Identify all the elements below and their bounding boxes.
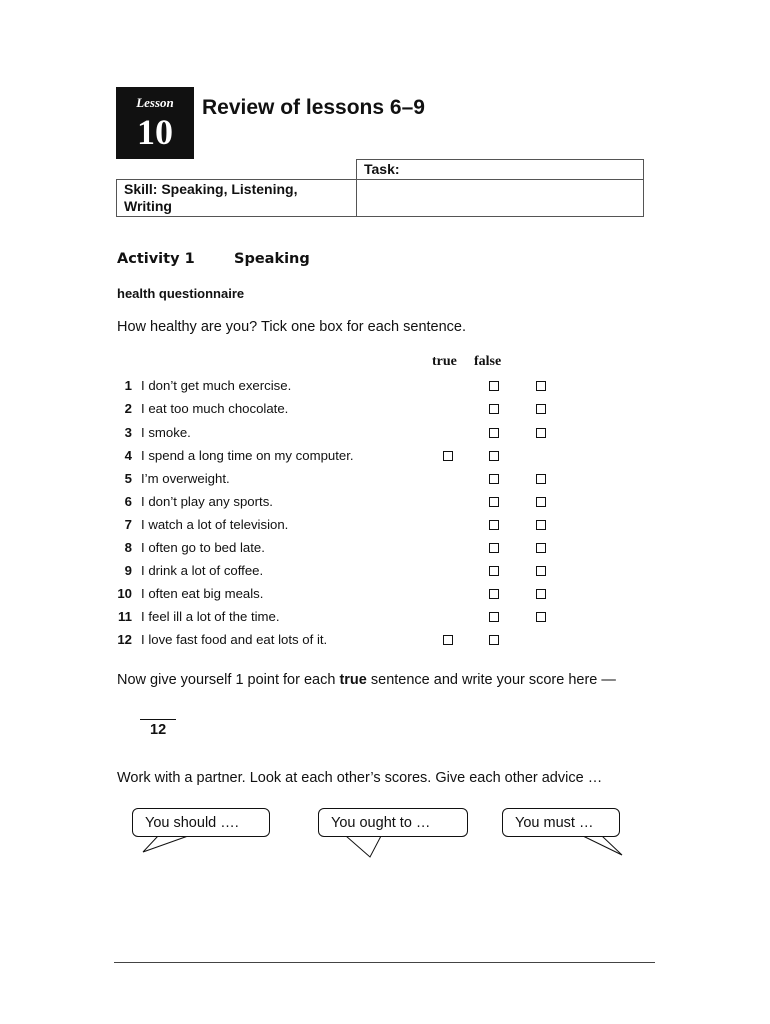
question-number: 4 xyxy=(124,448,132,463)
question-number: 1 xyxy=(124,378,132,393)
partner-instruction: Work with a partner. Look at each other’s scores. Give each other advice … xyxy=(117,770,603,786)
question-number: 11 xyxy=(118,609,132,624)
question-number: 9 xyxy=(124,563,132,578)
speech-bubble-ought: You ought to … xyxy=(318,808,468,837)
speech-bubble-should: You should …. xyxy=(132,808,270,837)
footer-divider xyxy=(114,962,655,963)
question-number: 10 xyxy=(117,586,132,601)
question-number: 2 xyxy=(124,401,132,416)
question-text: I eat too much chocolate. xyxy=(141,401,289,416)
speech-bubble-must: You must … xyxy=(502,808,620,837)
lesson-word: Lesson xyxy=(136,95,174,110)
section-subheading: health questionnaire xyxy=(117,286,245,301)
question-text: I smoke. xyxy=(141,425,191,440)
bubble-tail-should xyxy=(143,836,188,852)
question-number: 6 xyxy=(124,494,132,509)
activity-name: Speaking xyxy=(234,251,310,267)
question-text: I drink a lot of coffee. xyxy=(141,563,264,578)
question-text: I watch a lot of television. xyxy=(141,517,289,532)
lesson-number: 10 xyxy=(137,112,173,152)
bubble-tail-ought xyxy=(346,836,381,857)
question-text: I love fast food and eat lots of it. xyxy=(141,632,328,647)
question-number: 3 xyxy=(124,425,132,440)
score-value: 12 xyxy=(150,722,167,738)
score-instruction-before: Now give yourself 1 point for each xyxy=(117,672,340,688)
question-text: I often eat big meals. xyxy=(141,586,264,601)
question-text: I don’t play any sports. xyxy=(141,494,273,509)
question-text: I don’t get much exercise. xyxy=(141,378,292,393)
activity-label: Activity 1 xyxy=(117,251,195,267)
task-label: Task: xyxy=(357,160,644,180)
question-number: 7 xyxy=(124,517,132,532)
bubble-tail-must xyxy=(583,836,622,855)
score-instruction-bold: true xyxy=(339,672,367,688)
column-false-heading: false xyxy=(474,354,502,369)
question-number: 8 xyxy=(124,540,132,555)
column-true-heading: true xyxy=(432,354,457,369)
question-text: I spend a long time on my computer. xyxy=(141,448,354,463)
question-number: 5 xyxy=(124,471,132,486)
score-instruction-after: sentence and write your score here — xyxy=(366,672,616,688)
question-text: I often go to bed late. xyxy=(141,540,265,555)
skill-label: Skill: Speaking, Listening, Writing xyxy=(117,180,357,217)
question-number: 12 xyxy=(117,632,132,647)
question-text: I feel ill a lot of the time. xyxy=(141,609,280,624)
page-title: Review of lessons 6–9 xyxy=(202,96,425,119)
question-text: I’m overweight. xyxy=(141,471,230,486)
instruction-text: How healthy are you? Tick one box for each sentence. xyxy=(117,319,467,335)
